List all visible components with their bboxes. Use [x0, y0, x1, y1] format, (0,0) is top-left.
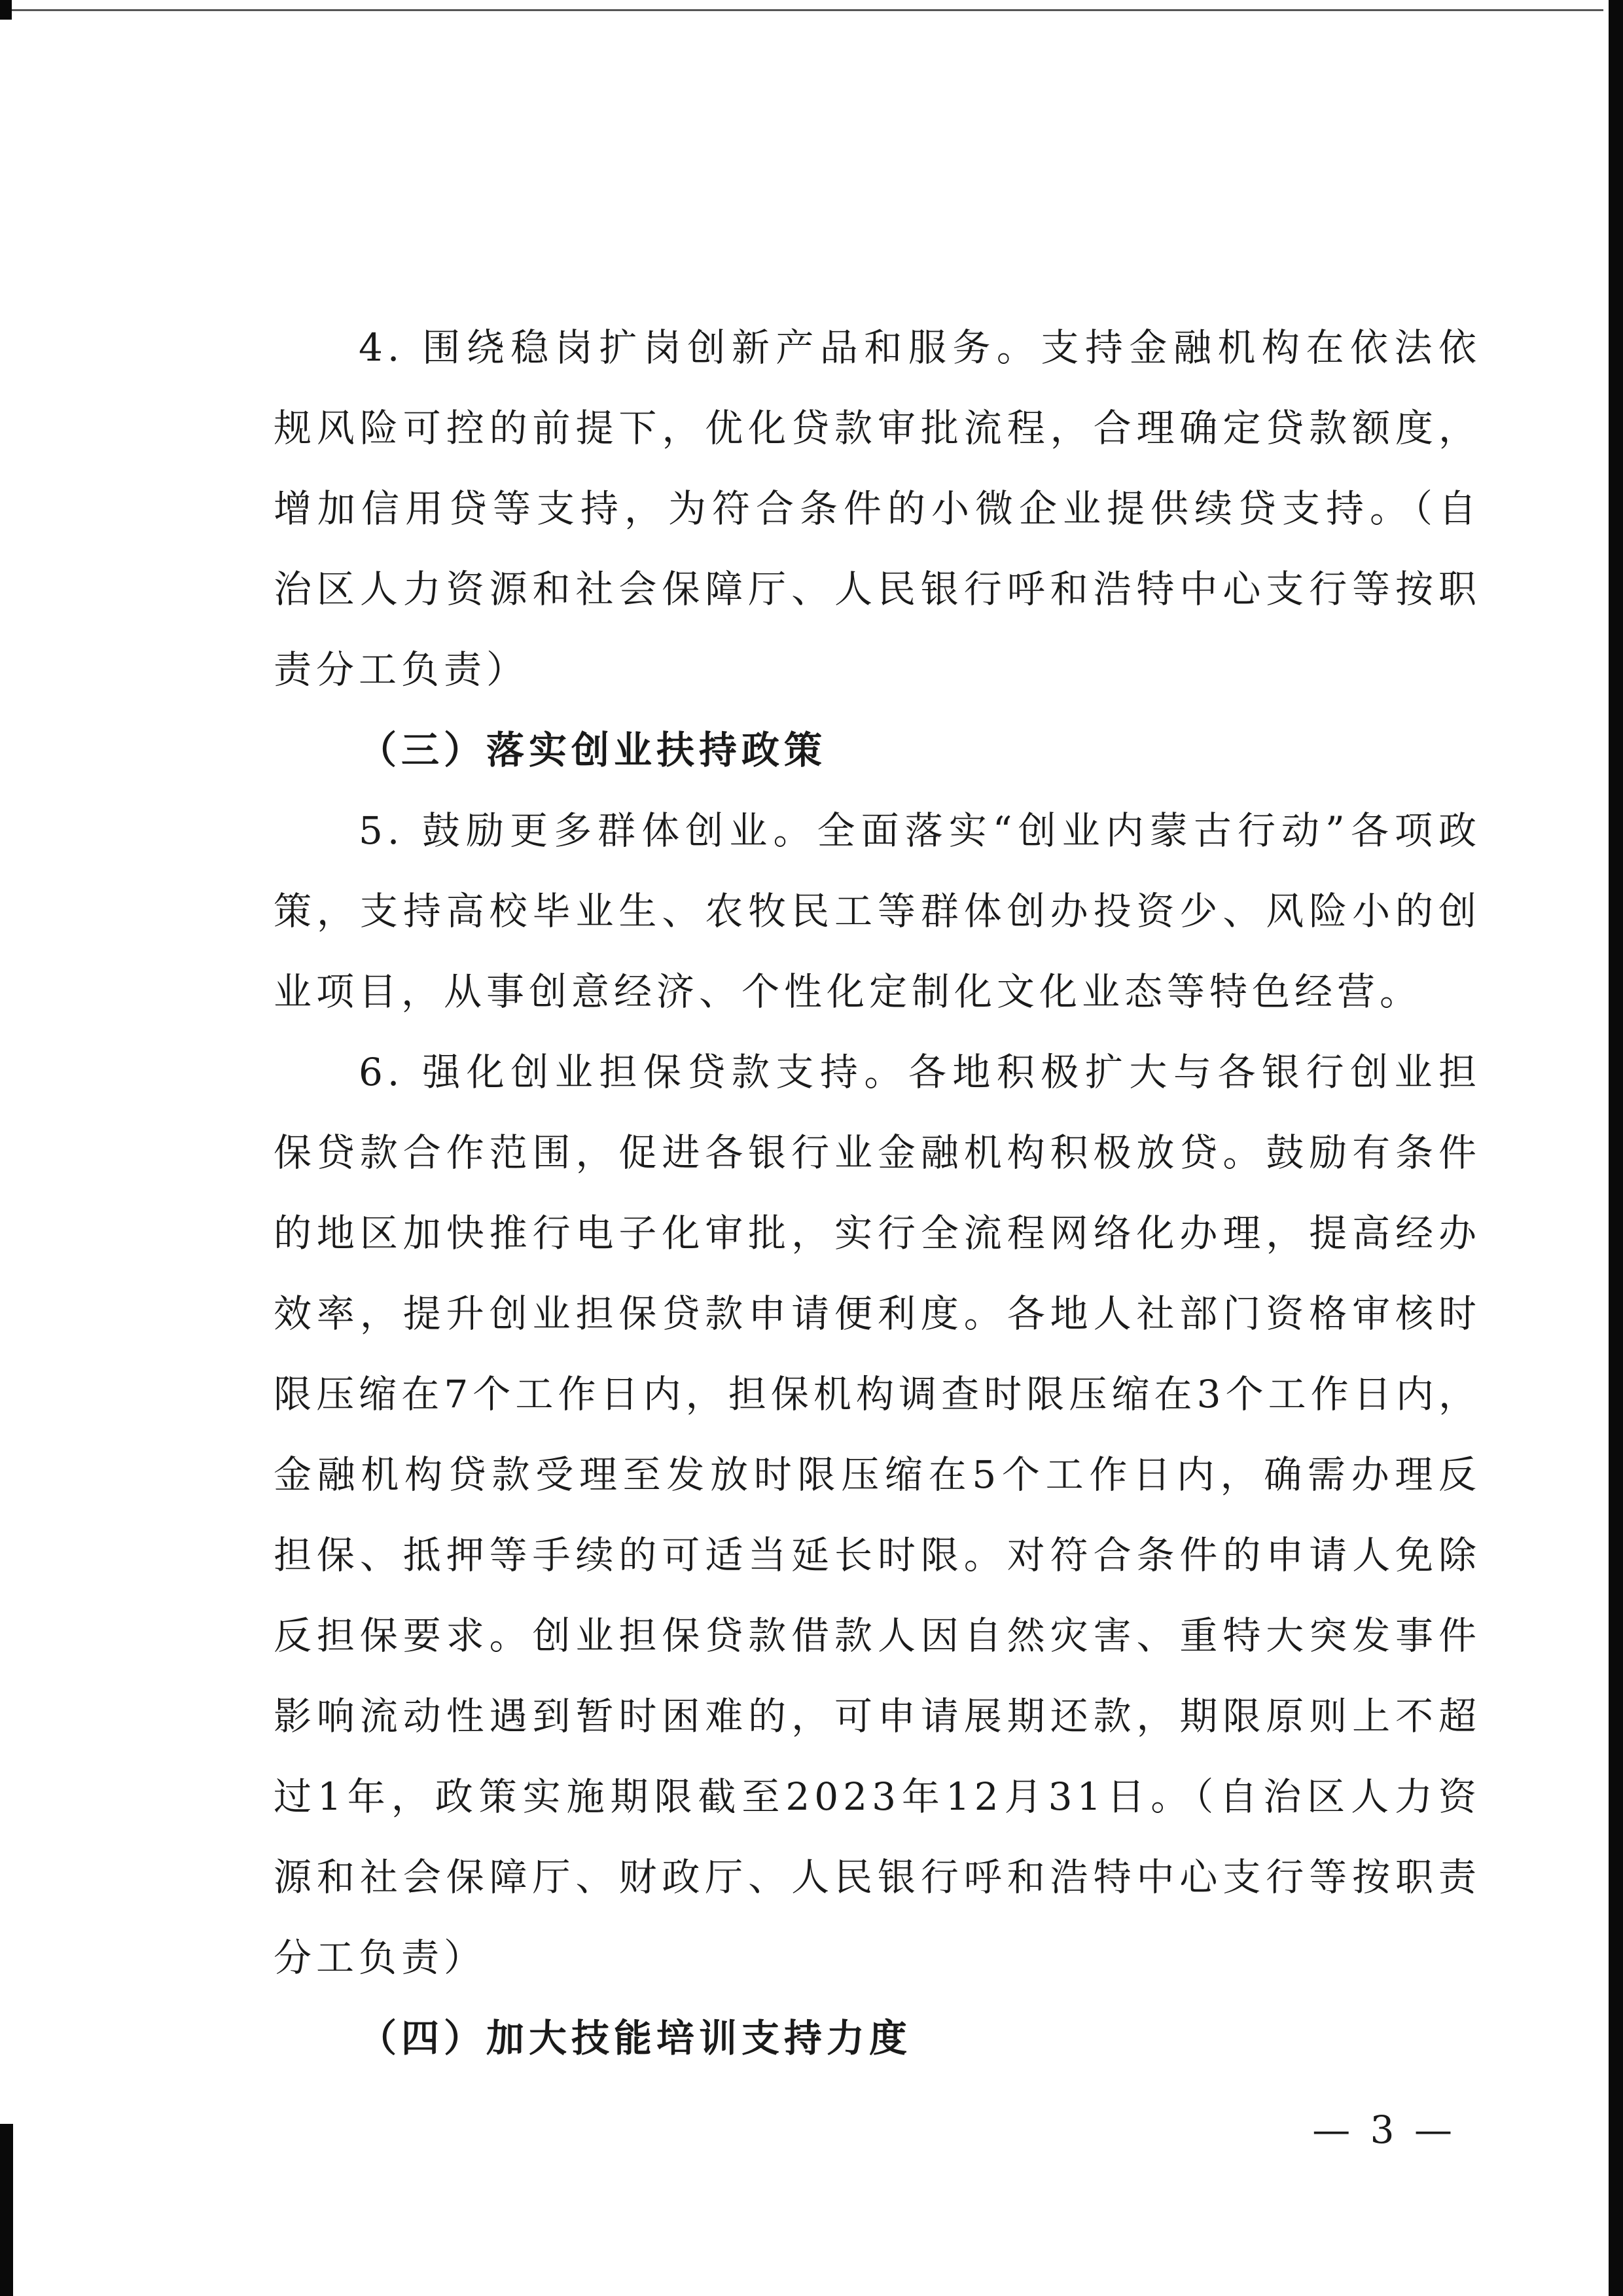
section-heading-4: （四）加大技能培训支持力度	[359, 2016, 912, 2060]
paragraph-item-4: 4. 围绕稳岗扩岗创新产品和服务。支持金融机构在依法依规风险可控的前提下，优化贷款审批流程，合理确定贷款额度，增加信用贷等支持，为符合条件的小微企业提供续贷支持。（自治区人力资源和社会保障厅、人民银行呼和浩特中心支行等按职责分工负责）	[274, 325, 1481, 692]
paragraph-item-6: 6. 强化创业担保贷款支持。各地积极扩大与各银行创业担保贷款合作范围，促进各银行业金融机构积极放贷。鼓励有条件的地区加快推行电子化审批，实行全流程网络化办理，提高经办效率，提升创业担保贷款申请便利度。各地人社部门资格审核时限压缩在7个工作日内，担保机构调查时限压缩在3个工作日内，金融机构贷款受理至发放时限压缩在5个工作日内，确需办理反担保、抵押等手续的可适当延长时限。对符合条件的申请人免除反担保要求。创业担保贷款借款人因自然灾害、重特大突发事件影响流动性遇到暂时困难的，可申请展期还款，期限原则上不超过1年，政策实施期限截至2023年12月31日。（自治区人力资源和社会保障厅、财政厅、人民银行呼和浩特中心支行等按职责分工负责）	[274, 1050, 1481, 1980]
paragraph-item-5: 5. 鼓励更多群体创业。全面落实“创业内蒙古行动”各项政策，支持高校毕业生、农牧民工等群体创办投资少、风险小的创业项目，从事创意经济、个性化定制化文化业态等特色经营。	[274, 808, 1481, 1014]
page-number: — 3 —	[1312, 2108, 1456, 2152]
scan-left-bottom-edge	[0, 2124, 13, 2296]
scan-right-edge	[1609, 0, 1623, 2296]
scan-left-top-edge	[0, 0, 12, 20]
section-heading-3: （三）落实创业扶持政策	[359, 728, 827, 772]
scan-top-edge	[0, 9, 1603, 11]
document-body	[274, 308, 1481, 2079]
